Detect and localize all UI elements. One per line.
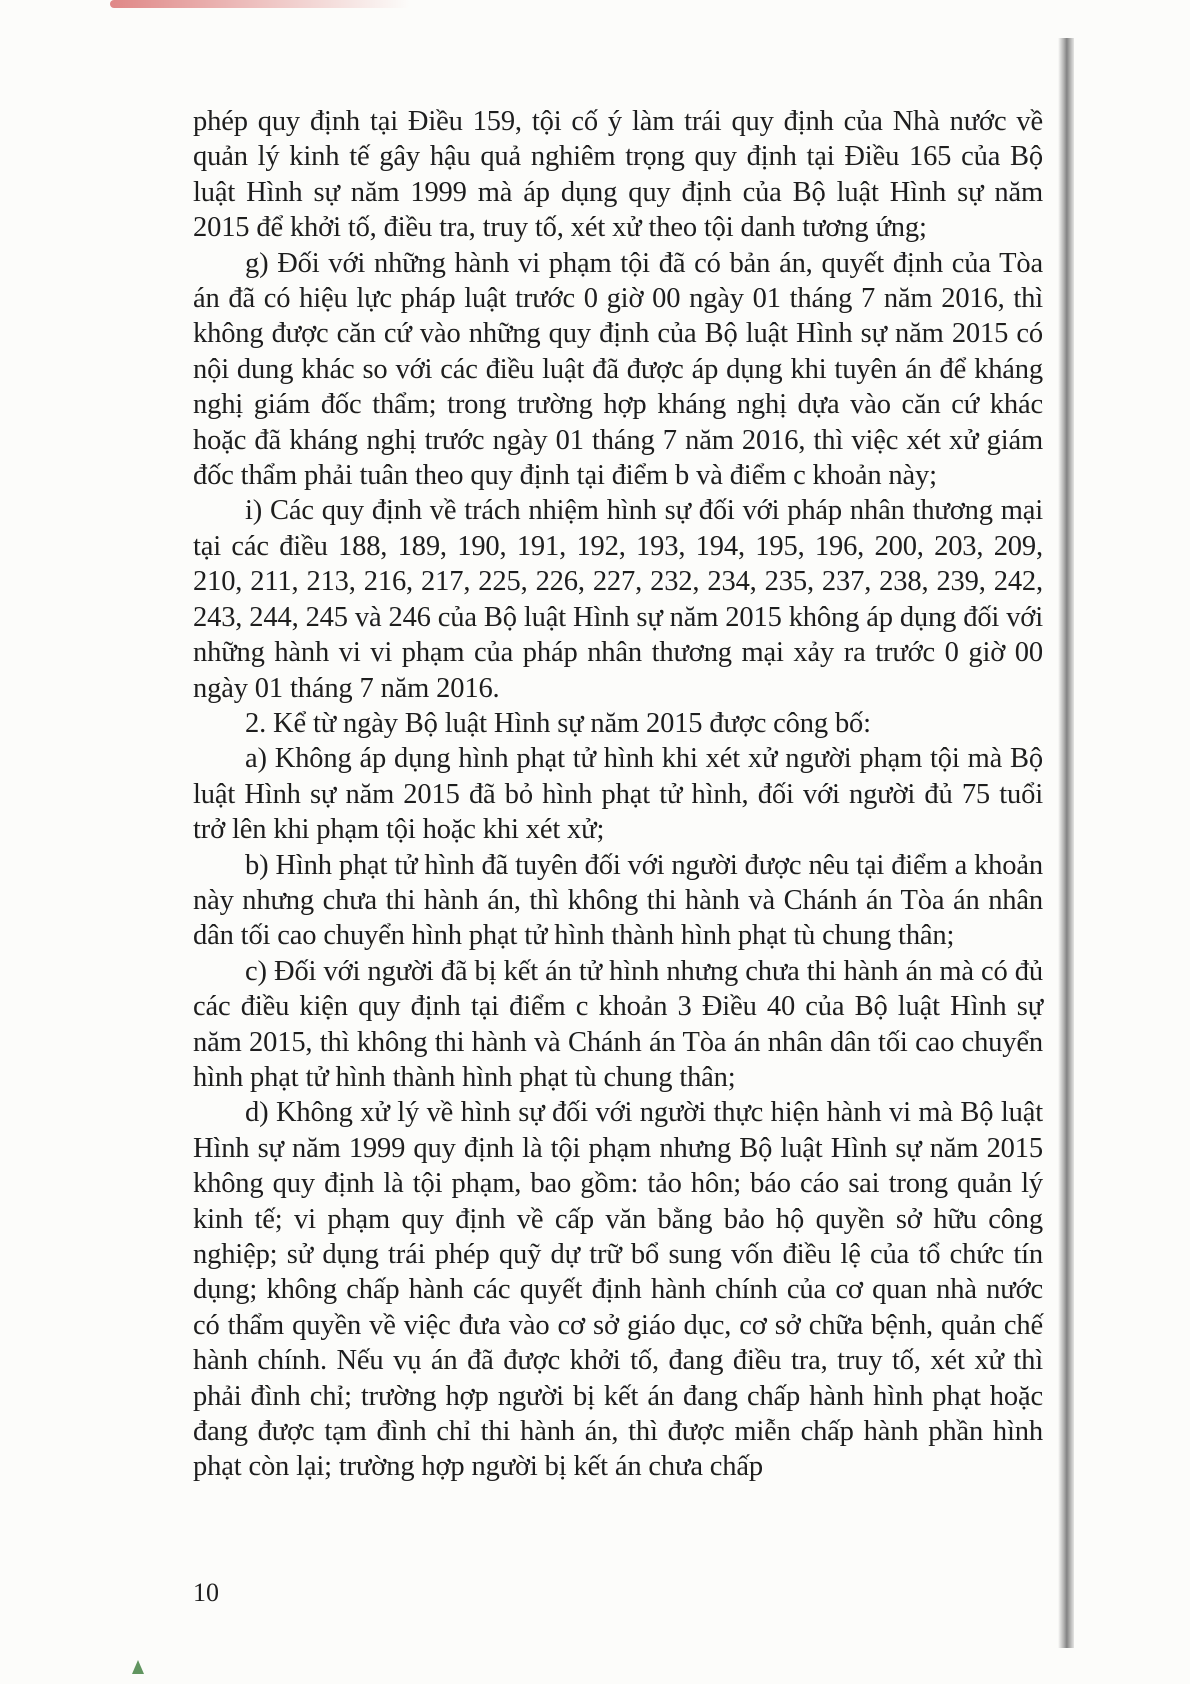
paragraph-point-c: c) Đối với người đã bị kết án tử hình nhưng chưa thi hành án mà có đủ các điều kiện quy định tại điểm c khoản 3 Điều 40 của Bộ luật Hình sự năm 2015, thì không thi hành và Chánh án Tòa án nhân dân tối cao chuyển hình phạt tử hình thành hình phạt tù chung thân; (193, 955, 1043, 1093)
page-top-edge-mark (110, 0, 410, 8)
paragraph-continuation: phép quy định tại Điều 159, tội cố ý làm trái quy định của Nhà nước về quản lý kinh tế gây hậu quả nghiêm trọng quy định tại Điều 165 của Bộ luật Hình sự năm 1999 mà áp dụng quy định của Bộ luật Hình sự năm 2015 để khởi tố, điều tra, truy tố, xét xử theo tội danh tương ứng; (193, 106, 1043, 244)
paragraph-point-b: b) Hình phạt tử hình đã tuyên đối với người được nêu tại điểm a khoản này nhưng chưa thi hành án, thì không thi hành và Chánh án Tòa án nhân dân tối cao chuyển hình phạt tử hình thành hình phạt tù chung thân; (193, 849, 1043, 952)
paragraph-section-2: 2. Kể từ ngày Bộ luật Hình sự năm 2015 được công bố: (245, 707, 871, 739)
corner-mark (132, 1660, 144, 1674)
body-text (193, 104, 1043, 1485)
paragraph-point-a: a) Không áp dụng hình phạt tử hình khi xét xử người phạm tội mà Bộ luật Hình sự năm 2015 đã bỏ hình phạt tử hình, đối với người đủ 75 tuổi trở lên khi phạm tội hoặc khi xét xử; (193, 743, 1043, 846)
book-spine-shadow (1058, 38, 1074, 1648)
page-number: 10 (193, 1578, 219, 1607)
paragraph-point-d: d) Không xử lý về hình sự đối với người thực hiện hành vi mà Bộ luật Hình sự năm 1999 quy định là tội phạm nhưng Bộ luật Hình sự năm 2015 không quy định là tội phạm, bao gồm: tảo hôn; báo cáo sai trong quản lý kinh tế; vi phạm quy định về cấp văn bằng bảo hộ quyền sở hữu công nghiệp; sử dụng trái phép quỹ dự trữ bổ sung vốn điều lệ của tổ chức tín dụng; không chấp hành các quyết định hành chính của cơ quan nhà nước có thẩm quyền về việc đưa vào cơ sở giáo dục, cơ sở chữa bệnh, quản chế hành chính. Nếu vụ án đã được khởi tố, đang điều tra, truy tố, xét xử thì phải đình chỉ; trường hợp người bị kết án đang chấp hành hình phạt hoặc đang được tạm đình chỉ thi hành án, thì được miễn chấp hành phần hình phạt còn lại; trường hợp người bị kết án chưa chấp (193, 1097, 1043, 1483)
paragraph-point-i: i) Các quy định về trách nhiệm hình sự đối với pháp nhân thương mại tại các điều 188, 189, 190, 191, 192, 193, 194, 195, 196, 200, 203, 209, 210, 211, 213, 216, 217, 225, 226, 227, 232, 234, 235, 237, 238, 239, 242, 243, 244, 245 và 246 của Bộ luật Hình sự năm 2015 không áp dụng đối với những hành vi vi phạm của pháp nhân thương mại xảy ra trước 0 giờ 00 ngày 01 tháng 7 năm 2016. (193, 495, 1043, 704)
paragraph-point-g: g) Đối với những hành vi phạm tội đã có bản án, quyết định của Tòa án đã có hiệu lực pháp luật trước 0 giờ 00 ngày 01 tháng 7 năm 2016, thì không được căn cứ vào những quy định của Bộ luật Hình sự năm 2015 có nội dung khác so với các điều luật đã được áp dụng khi tuyên án để kháng nghị giám đốc thẩm; trong trường hợp kháng nghị dựa vào căn cứ khác hoặc đã kháng nghị trước ngày 01 tháng 7 năm 2016, thì việc xét xử giám đốc thẩm phải tuân theo quy định tại điểm b và điểm c khoản này; (193, 247, 1043, 492)
